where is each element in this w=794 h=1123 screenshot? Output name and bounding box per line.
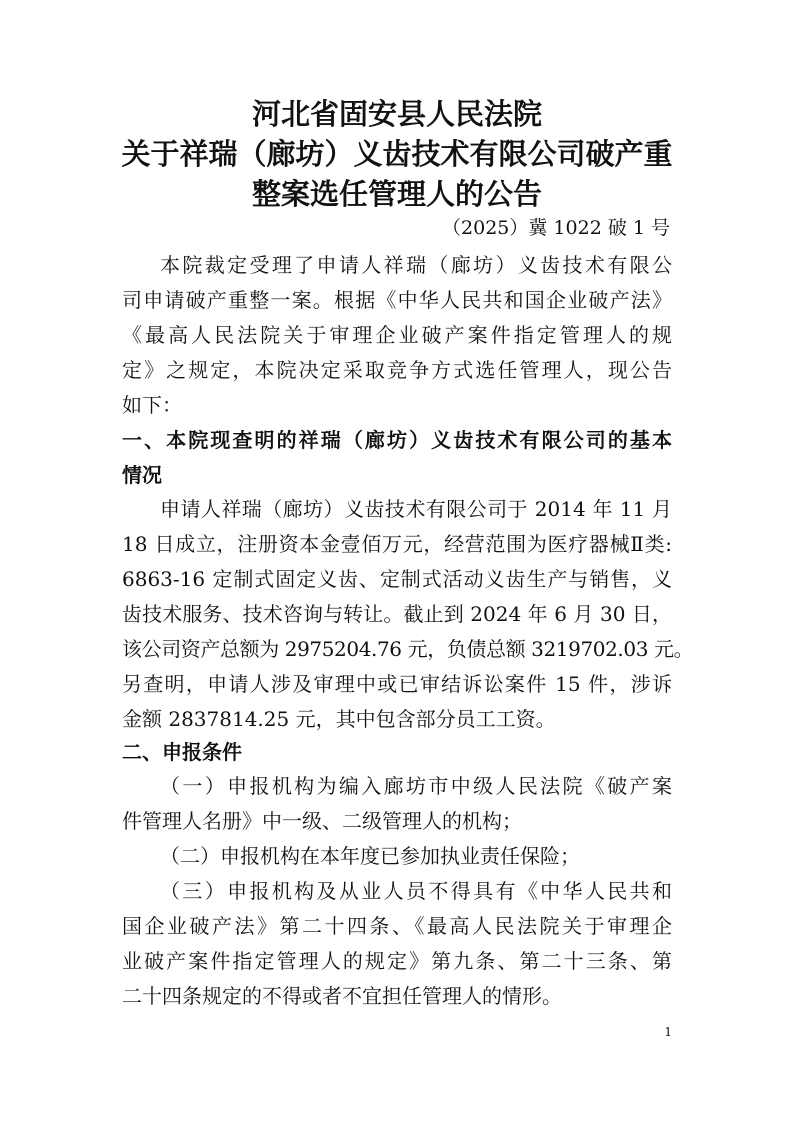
body-line: 金额 2837814.25 元，其中包含部分员工工资。: [122, 707, 556, 731]
title-subject-cont: 整案选任管理人的公告: [251, 177, 542, 211]
section-heading-1-cont: 情况: [122, 463, 162, 487]
title-subject: 关于祥瑞（廊坊）义齿技术有限公司破产重: [121, 137, 673, 171]
body-line: （三）申报机构及从业人员不得具有《中华人民共和: [160, 879, 672, 903]
body-line: 《最高人民法院关于审理企业破产案件指定管理人的规: [122, 323, 672, 347]
body-line: 申请人祥瑞（廊坊）义齿技术有限公司于 2014 年 11 月: [160, 497, 672, 521]
section-heading-1: 一、本院现查明的祥瑞（廊坊）义齿技术有限公司的基本: [122, 428, 672, 452]
body-line: 二十四条规定的不得或者不宜担任管理人的情形。: [122, 984, 562, 1008]
body-line: （二）申报机构在本年度已参加执业责任保险；: [160, 844, 580, 868]
section-heading-2: 二、申报条件: [122, 740, 242, 764]
body-line: 定》之规定，本院决定采取竞争方式选任管理人，现公告: [122, 358, 672, 382]
body-line: 18 日成立，注册资本金壹佰万元，经营范围为医疗器械Ⅱ类:: [122, 532, 672, 556]
body-line: 本院裁定受理了申请人祥瑞（廊坊）义齿技术有限公: [160, 253, 672, 277]
body-line: 该公司资产总额为 2975204.76 元，负债总额 3219702.03 元。: [122, 637, 694, 661]
body-line: 司申请破产重整一案。根据《中华人民共和国企业破产法》: [122, 288, 672, 312]
case-number: （2025）冀 1022 破 1 号: [442, 217, 670, 239]
body-line: 如下：: [122, 393, 182, 417]
body-line: 另查明，申请人涉及审理中或已审结诉讼案件 15 件，涉诉: [122, 672, 672, 696]
body-line: 齿技术服务、技术咨询与转让。截止到 2024 年 6 月 30 日，: [122, 602, 672, 626]
title-court: 河北省固安县人民法院: [251, 97, 542, 131]
body-line: 业破产案件指定管理人的规定》第九条、第二十三条、第: [122, 949, 672, 973]
body-line: 6863-16 定制式固定义齿、定制式活动义齿生产与销售，义: [122, 567, 672, 591]
page-number: 1: [664, 1025, 672, 1039]
body-line: 件管理人名册》中一级、二级管理人的机构；: [122, 809, 522, 833]
body-line: 国企业破产法》第二十四条、《最高人民法院关于审理企: [122, 914, 672, 938]
body-line: （一）申报机构为编入廊坊市中级人民法院《破产案: [160, 774, 672, 798]
